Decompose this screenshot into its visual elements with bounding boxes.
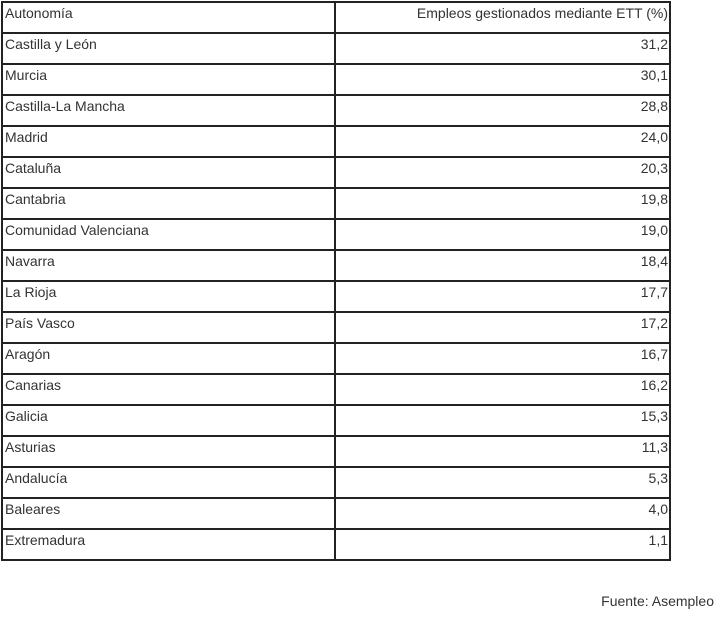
ett-percentage-cell: 30,1	[335, 64, 670, 95]
region-name-cell: Castilla y León	[2, 33, 335, 64]
table-row	[2, 126, 670, 157]
region-name-cell: Cataluña	[2, 157, 335, 188]
ett-percentage-cell: 17,2	[335, 312, 670, 343]
ett-percentage-cell: 24,0	[335, 126, 670, 157]
region-name-cell: Aragón	[2, 343, 335, 374]
ett-percentage-cell: 31,2	[335, 33, 670, 64]
table-row	[2, 188, 670, 219]
table-row	[2, 312, 670, 343]
region-name-cell: Madrid	[2, 126, 335, 157]
region-name-cell: Castilla-La Mancha	[2, 95, 335, 126]
column-header-empleos-ett: Empleos gestionados mediante ETT (%)	[335, 2, 670, 33]
ett-percentage-cell: 18,4	[335, 250, 670, 281]
ett-employment-table	[1, 1, 671, 561]
column-header-autonomia: Autonomía	[2, 2, 335, 33]
table-row	[2, 281, 670, 312]
ett-percentage-cell: 19,8	[335, 188, 670, 219]
region-name-cell: País Vasco	[2, 312, 335, 343]
ett-percentage-cell: 17,7	[335, 281, 670, 312]
region-name-cell: Navarra	[2, 250, 335, 281]
region-name-cell: Comunidad Valenciana	[2, 219, 335, 250]
table-header-row	[2, 2, 670, 33]
ett-percentage-cell: 20,3	[335, 157, 670, 188]
region-name-cell: Cantabria	[2, 188, 335, 219]
table-row	[2, 529, 670, 560]
region-name-cell: Canarias	[2, 374, 335, 405]
ett-percentage-cell: 19,0	[335, 219, 670, 250]
region-name-cell: Asturias	[2, 436, 335, 467]
table-row	[2, 343, 670, 374]
table-row	[2, 498, 670, 529]
ett-percentage-cell: 16,2	[335, 374, 670, 405]
ett-percentage-cell: 1,1	[335, 529, 670, 560]
source-note: Fuente: Asempleo	[601, 593, 714, 609]
ett-percentage-cell: 4,0	[335, 498, 670, 529]
table-row	[2, 405, 670, 436]
ett-percentage-cell: 5,3	[335, 467, 670, 498]
table-row	[2, 436, 670, 467]
ett-percentage-cell: 16,7	[335, 343, 670, 374]
table-body	[2, 33, 670, 560]
region-name-cell: Andalucía	[2, 467, 335, 498]
table-row	[2, 33, 670, 64]
ett-percentage-cell: 28,8	[335, 95, 670, 126]
table-row	[2, 95, 670, 126]
region-name-cell: La Rioja	[2, 281, 335, 312]
table-row	[2, 250, 670, 281]
table-row	[2, 467, 670, 498]
table-row	[2, 374, 670, 405]
region-name-cell: Galicia	[2, 405, 335, 436]
ett-percentage-cell: 11,3	[335, 436, 670, 467]
table-row	[2, 157, 670, 188]
table-row	[2, 219, 670, 250]
region-name-cell: Extremadura	[2, 529, 335, 560]
region-name-cell: Baleares	[2, 498, 335, 529]
ett-percentage-cell: 15,3	[335, 405, 670, 436]
table-row	[2, 64, 670, 95]
region-name-cell: Murcia	[2, 64, 335, 95]
